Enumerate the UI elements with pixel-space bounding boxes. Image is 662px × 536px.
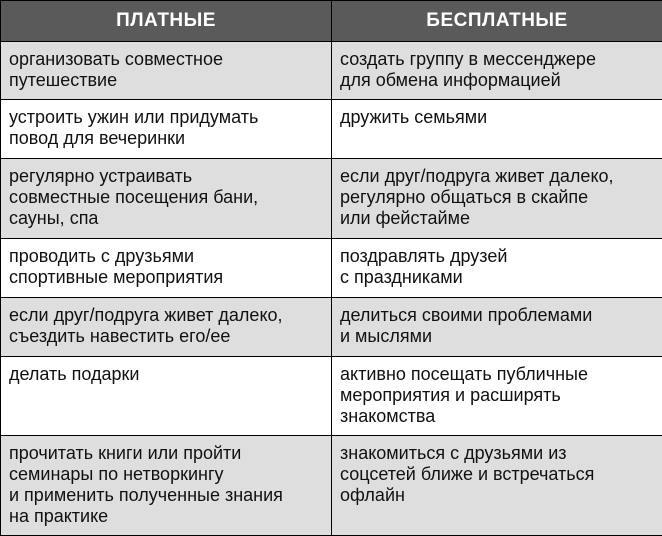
free-text: делиться своими проблемами и мыслями [340,305,593,346]
free-cell [332,159,662,239]
paid-cell [1,239,332,298]
paid-cell [1,298,332,357]
paid-text: делать подарки [9,364,140,384]
free-text: знакомиться с друзьями из соцсетей ближе и встречаться офлайн [340,443,595,505]
table-row [1,159,662,239]
header-free: БЕСПЛАТНЫЕ [332,1,662,42]
paid-text: регулярно устраивать совместные посещения бани, сауны, спа [9,166,259,228]
table-row [1,357,662,436]
free-text: поздравлять друзей с праздниками [340,246,508,287]
free-cell [332,298,662,357]
free-text: дружить семьями [340,107,488,127]
header-row [1,1,662,42]
table-row [1,42,662,100]
table-row [1,298,662,357]
paid-cell [1,42,332,100]
table-row [1,436,662,536]
paid-cell [1,436,332,536]
free-text: если друг/подруга живет далеко, регулярно общаться в скайпе или фейстайме [340,166,614,228]
header-paid: ПЛАТНЫЕ [1,1,332,42]
free-cell [332,100,662,159]
free-cell [332,357,662,436]
paid-cell [1,100,332,159]
paid-text: устроить ужин или придумать повод для вечеринки [9,107,259,148]
free-text: активно посещать публичные мероприятия и расширять знакомства [340,364,588,426]
free-cell [332,436,662,536]
paid-cell [1,159,332,239]
paid-text: организовать совместное путешествие [9,49,224,90]
table-row [1,100,662,159]
table-row [1,239,662,298]
free-text: создать группу в мессенджере для обмена информацией [340,49,596,90]
free-cell [332,239,662,298]
paid-text: если друг/подруга живет далеко, съездить навестить его/ее [9,305,283,346]
paid-cell [1,357,332,436]
free-cell [332,42,662,100]
paid-text: проводить с друзьями спортивные мероприятия [9,246,224,287]
paid-text: прочитать книги или пройти семинары по нетворкингу и применить полученные знания на практике [9,443,283,526]
